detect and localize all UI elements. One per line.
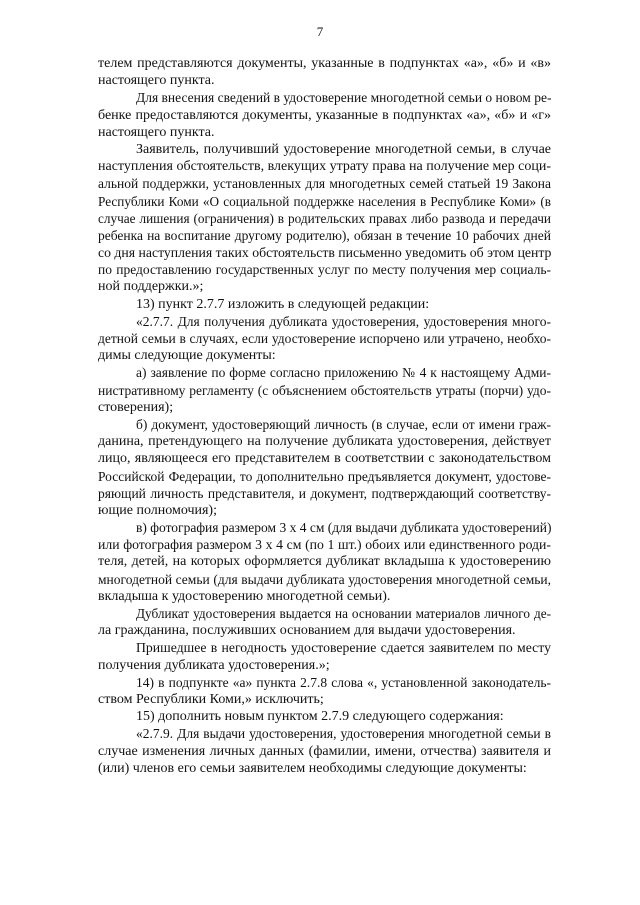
text-line: Российской Федерации, то дополнительно предъявляется документ, удостове- [98,468,551,484]
text-line: ла гражданина, послуживших основанием для выдачи удостоверения. [98,623,516,639]
text-line: настоящего пункта. [98,73,215,89]
text-line: получения дубликата удостоверения.»; [98,657,330,673]
page-number: 7 [316,24,324,39]
text-line: ряющий личность представителя, и документ, подтверждающий соответству- [98,485,551,501]
text-line: телем представляются документы, указанные в подпунктах «а», «б» и «в» [98,56,551,71]
text-line: многодетной семьи (для выдачи дубликата удостоверения многодетной семьи, [98,571,551,587]
text-line: в) фотография размером 3 х 4 см (для выдачи дубликата удостоверений) [136,520,552,536]
text-line: Дубликат удостоверения выдается на основании материалов личного де- [136,606,551,621]
text-line: альной поддержки, установленных для многодетных семей статьей 19 Закона [98,176,551,192]
document-body [98,55,551,777]
text-line: детной семьи в случаях, если удостоверение испорчено или утрачено, необхо- [98,331,551,346]
text-line: ребенка на воспитание другому родителю), обязан в течение 10 рабочих дней [98,227,551,243]
text-line: вкладыша к удостоверению многодетной семьи). [98,588,391,604]
text-line: наступления обстоятельств, влекущих утрату права на получение мер соци- [98,159,551,175]
text-line: или фотография размером 3 х 4 см (по 1 шт.) обоих или единственного роди- [98,537,551,553]
text-line: Пришедшее в негодность удостоверение сдается заявителем по месту [136,640,551,656]
text-line: бенке предоставляются документы, указанные в подпунктах «а», «б» и «г» [98,107,551,123]
text-line: случае лишения (ограничения) в родительских правах либо развода и передачи [98,210,551,226]
text-line: по предоставлению государственных услуг по месту получения мер социаль- [98,262,551,278]
text-line: «2.7.9. Для выдачи удостоверения, удостоверения многодетной семьи в [136,726,551,742]
text-line: ющие полномочия); [98,502,217,518]
text-line: 15) дополнить новым пунктом 2.7.9 следующего содержания: [136,709,504,725]
text-line: а) заявление по форме согласно приложению № 4 к настоящему Адми- [136,365,551,381]
text-line: настоящего пункта. [98,124,215,140]
text-line: ной поддержки.»; [98,279,204,295]
text-line: Заявитель, получивший удостоверение многодетной семьи, в случае [136,141,551,157]
text-line: стоверения); [98,399,174,415]
text-line: димы следующие документы: [98,348,276,364]
text-line: теля, детей, на которых оформляется дубликат вкладыша к удостоверению [98,554,551,570]
text-line: Республики Коми «О социальной поддержке населения в Республике Коми» (в [98,193,551,209]
text-line: со дня наступления таких обстоятельств письменно уведомить об этом центр [98,245,552,261]
text-line: б) документ, удостоверяющий личность (в случае, если от имени граж- [136,416,551,432]
text-line: (или) членов его семьи заявителем необходимы следующие документы: [98,760,527,776]
text-line: случае изменения личных данных (фамилии, имени, отчества) заявителя и [98,743,551,759]
text-line: 14) в подпункте «а» пункта 2.7.8 слова «, установленной законодатель- [136,674,551,690]
text-line: ством Республики Коми,» исключить; [98,691,324,707]
text-line: лицо, являющееся его представителем в соответствии с законодательством [98,451,551,467]
text-line: нистративному регламенту (с объяснением обстоятельств утраты (порчи) удо- [98,382,551,398]
text-line: Для внесения сведений в удостоверение многодетной семьи о новом ре- [136,90,552,106]
text-line: «2.7.7. Для получения дубликата удостоверения, удостоверения много- [136,313,551,329]
text-line: данина, претендующего на получение дубликата удостоверения, действует [98,434,551,450]
text-line: 13) пункт 2.7.7 изложить в следующей редакции: [136,296,430,312]
